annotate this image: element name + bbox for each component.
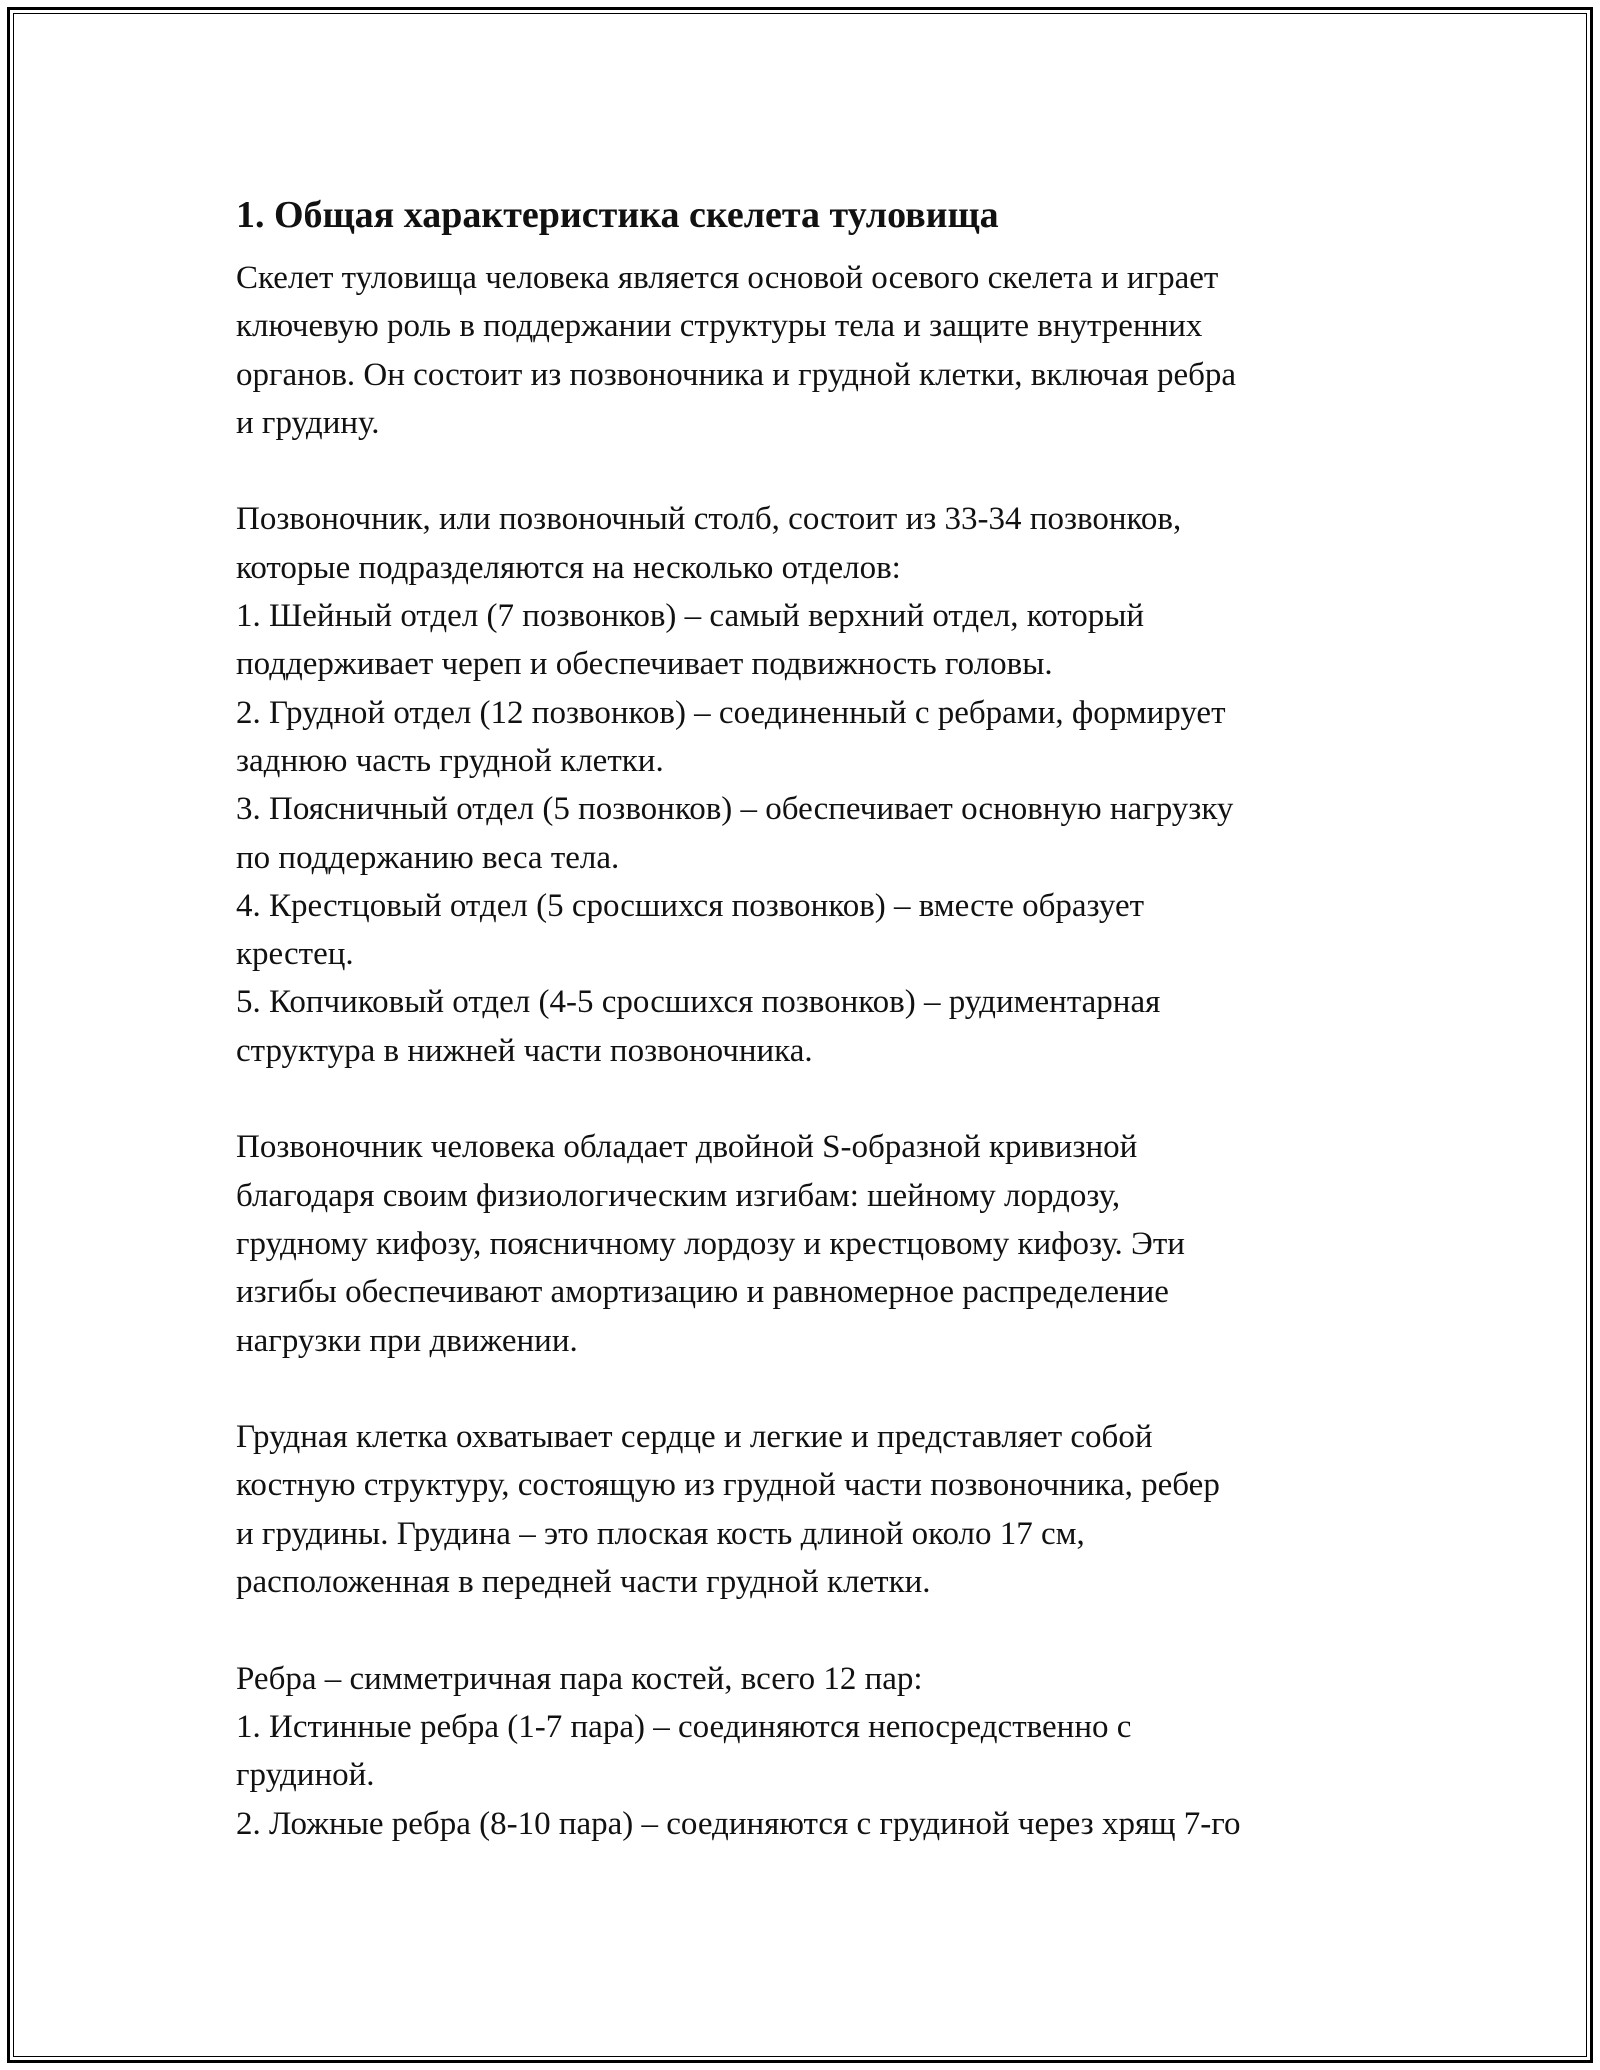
text-line: расположенная в передней части грудной клетки. — [236, 1564, 931, 1601]
list-item-cervical: 1. Шейный отдел (7 позвонков) – самый верхний отдел, который — [236, 598, 1145, 635]
text-line: органов. Он состоит из позвоночника и грудной клетки, включая ребра — [236, 356, 1237, 393]
list-item-false-ribs: 2. Ложные ребра (8-10 пара) – соединяются с грудиной через хрящ 7-го — [236, 1805, 1241, 1842]
text-line: изгибы обеспечивают амортизацию и равномерное распределение — [236, 1274, 1169, 1311]
text-line: и грудину. — [236, 404, 380, 441]
paragraph-spine-curvature — [236, 1123, 1376, 1364]
text-line: заднюю часть грудной клетки. — [236, 742, 664, 779]
text-line: поддерживает череп и обеспечивает подвижность головы. — [236, 646, 1053, 683]
text-line: Позвоночник человека обладает двойной S-образной кривизной — [236, 1129, 1138, 1166]
text-line: ключевую роль в поддержании структуры тела и защите внутренних — [236, 308, 1203, 345]
text-line: грудиной. — [236, 1757, 375, 1794]
section-heading: 1. Общая характеристика скелета туловища — [236, 194, 999, 236]
text-line: Грудная клетка охватывает сердце и легкие и представляет собой — [236, 1419, 1153, 1456]
text-line: Ребра – симметричная пара костей, всего 12 пар: — [236, 1660, 923, 1697]
paragraph-ribs — [236, 1655, 1376, 1848]
list-item-coccygeal: 5. Копчиковый отдел (4-5 сросшихся позвонков) – рудиментарная — [236, 984, 1161, 1021]
text-line: Скелет туловища человека является основой осевого скелета и играет — [236, 260, 1219, 296]
paragraph-intro — [236, 254, 1376, 447]
list-item-true-ribs: 1. Истинные ребра (1-7 пара) – соединяются непосредственно с — [236, 1708, 1132, 1745]
list-item-sacral: 4. Крестцовый отдел (5 сросшихся позвонков) – вместе образует — [236, 887, 1145, 924]
text-line: по поддержанию веса тела. — [236, 839, 620, 876]
text-line: нагрузки при движении. — [236, 1322, 578, 1359]
paragraph-rib-cage — [236, 1413, 1376, 1606]
text-line: и грудины. Грудина – это плоская кость длиной около 17 см, — [236, 1515, 1085, 1552]
document-body — [236, 188, 1376, 1848]
text-line: Позвоночник, или позвоночный столб, состоит из 33-34 позвонков, — [236, 501, 1182, 538]
text-line: крестец. — [236, 936, 354, 973]
list-item-thoracic: 2. Грудной отдел (12 позвонков) – соединенный с ребрами, формирует — [236, 694, 1226, 731]
paragraph-spine-sections — [236, 495, 1376, 1075]
text-line: благодаря своим физиологическим изгибам: шейному лордозу, — [236, 1177, 1121, 1214]
list-item-lumbar: 3. Поясничный отдел (5 позвонков) – обеспечивает основную нагрузку — [236, 791, 1234, 828]
text-line: которые подразделяются на несколько отделов: — [236, 549, 901, 586]
text-line: структура в нижней части позвоночника. — [236, 1032, 813, 1069]
text-line: грудному кифозу, поясничному лордозу и крестцовому кифозу. Эти — [236, 1225, 1185, 1262]
text-line: костную структуру, состоящую из грудной части позвоночника, ребер — [236, 1467, 1220, 1504]
